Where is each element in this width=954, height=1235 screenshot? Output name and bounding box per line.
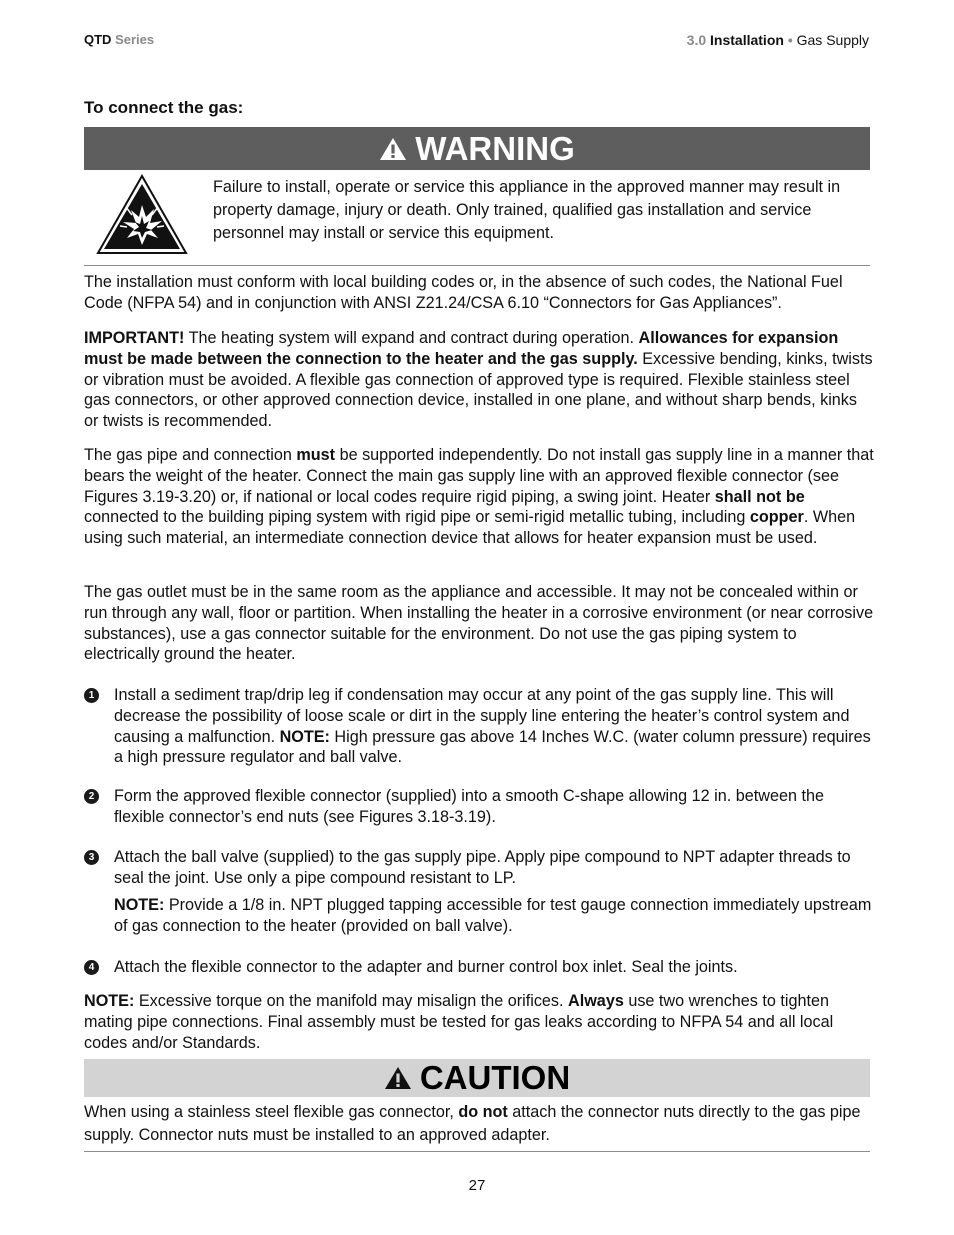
gas-pipe-text-2: be supported independently. Do not install gas supply line in a manner that bears the weight of the heater. Connect the main gas supply line with an approved flexible connector (see Figures 3.19-3.20) or, if national or local codes require rigid piping, a swing joint. Heater <box>84 446 874 506</box>
step-1-note-label: NOTE: <box>279 727 330 746</box>
paragraph-note <box>84 991 844 1053</box>
step-number-3: 3 <box>84 850 99 865</box>
note-always: Always <box>568 992 624 1010</box>
warning-label: WARNING <box>415 129 575 167</box>
caution-text-2: attach the connector nuts directly to the gas pipe supply. Connector nuts must be installed to an approved adapter. <box>84 1103 861 1144</box>
subsection-name: Gas Supply <box>796 32 869 48</box>
step-number-4: 4 <box>84 960 99 975</box>
step-4-text: Attach the flexible connector to the adapter and burner control box inlet. Seal the joints. <box>114 958 738 976</box>
divider <box>84 265 870 266</box>
explosion-hazard-icon <box>96 174 188 261</box>
warning-banner <box>84 127 870 170</box>
header-series <box>84 32 154 47</box>
gas-pipe-text-4: . When using such material, an intermediate connection device that allows for heater expansion must be used. <box>84 508 856 548</box>
note-text-1: Excessive torque on the manifold may misalign the orifices. <box>134 992 569 1010</box>
step-3-note <box>114 895 874 937</box>
footer-divider <box>84 1151 870 1152</box>
caution-text-1: When using a stainless steel flexible gas connector, <box>84 1103 459 1121</box>
caution-text <box>84 1101 874 1147</box>
gas-pipe-text-1: The gas pipe and connection <box>84 446 297 464</box>
paragraph-code-conformance: The installation must conform with local building codes or, in the absence of such codes, the National Fuel Code (NFPA 54) and in conjunction with ANSI Z21.24/CSA 6.10 “Connectors for Gas Appliances”. <box>84 273 843 312</box>
step-number-1: 1 <box>84 688 99 703</box>
section-number: 3.0 <box>686 32 707 48</box>
series-word: Series <box>115 32 155 47</box>
important-text-1: The heating system will expand and contract during operation. <box>184 329 639 347</box>
step-1-text-a: Install a sediment trap/drip leg if condensation may occur at any point of the gas supply line. This will decrease the possibility of loose scale or dirt in the supply line entering the heater’s control system and causing a malfunction. <box>114 686 850 746</box>
note-label: NOTE: <box>84 992 135 1010</box>
section-name: Installation <box>710 32 784 48</box>
warning-text: Failure to install, operate or service this appliance in the approved manner may result in property damage, injury or death. Only trained, qualified gas installation and service personnel may install or service this equipment. <box>213 178 841 242</box>
gas-pipe-text-3: connected to the building piping system with rigid pipe or semi-rigid metallic tubing, including <box>84 508 750 527</box>
note-text-2: use two wrenches to tighten mating pipe connections. Final assembly must be tested for gas leaks according to NFPA 54 and all local codes and/or Standards. <box>84 992 834 1052</box>
warning-triangle-icon <box>379 137 407 161</box>
gas-pipe-must: must <box>296 446 336 464</box>
caution-label: CAUTION <box>419 1059 571 1096</box>
caution-do-not: do not <box>458 1103 508 1121</box>
step-number-2: 2 <box>84 789 99 804</box>
page-number: 27 <box>468 1177 486 1194</box>
caution-banner <box>84 1059 870 1097</box>
step-2-text: Form the approved flexible connector (supplied) into a smooth C-shape allowing 12 in. between the flexible connector’s end nuts (see Figures 3.18-3.19). <box>114 787 824 826</box>
section-title: To connect the gas: <box>84 98 244 117</box>
step-3-note-text: Provide a 1/8 in. NPT plugged tapping accessible for test gauge connection immediately upstream of gas connection to the heater (provided on ball valve). <box>114 896 872 935</box>
paragraph-important <box>84 328 874 432</box>
gas-pipe-shall-not-be: shall not be <box>714 487 805 506</box>
important-bold-text: Allowances for expansion must be made between the connection to the heater and the gas supply. <box>84 329 839 368</box>
header-section <box>687 32 869 48</box>
gas-pipe-copper: copper <box>749 508 804 527</box>
step-1-text <box>114 685 874 768</box>
step-1-text-c: High pressure gas above 14 Inches W.C. (water column pressure) requires a high pressure regulator and ball valve. <box>114 727 871 767</box>
important-text-2: Excessive bending, kinks, twists or vibration must be avoided. A flexible gas connection of approved type is required. Flexible stainless steel gas connectors, or other approved connection device, installed in one plane, and without sharp bends, kinks or twists is recommended. <box>84 349 873 431</box>
series-code: QTD <box>84 32 112 47</box>
paragraph-gas-pipe <box>84 445 874 549</box>
paragraph-gas-outlet: The gas outlet must be in the same room as the appliance and accessible. It may not be concealed within or run through any wall, floor or partition. When installing the heater in a corrosive environment (or near corrosive substances), use a gas connector suitable for the environment. Do not use the gas piping system to electrically ground the heater. <box>84 583 874 664</box>
header-bullet: • <box>787 32 793 48</box>
caution-triangle-icon <box>384 1066 412 1090</box>
step-3-text: Attach the ball valve (supplied) to the gas supply pipe. Apply pipe compound to NPT adapter threads to seal the joint. Use only a pipe compound resistant to LP. <box>114 848 851 887</box>
step-3-note-label: NOTE: <box>114 896 165 914</box>
important-label: IMPORTANT! <box>84 329 185 347</box>
